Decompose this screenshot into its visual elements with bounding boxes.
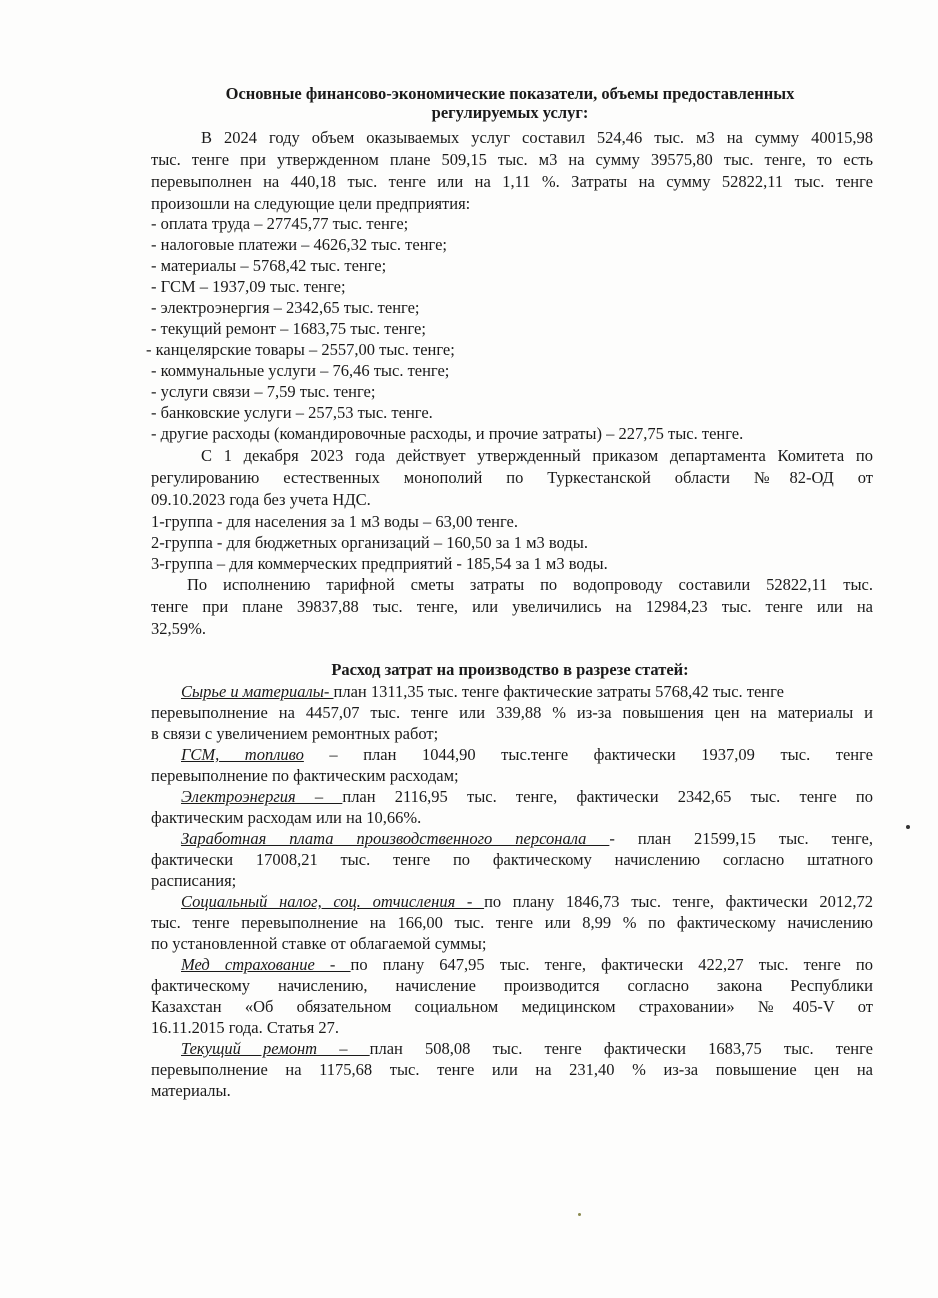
expense-item: - услуги связи – 7,59 тыс. тенге; <box>151 382 376 401</box>
paragraph-line: фактическим расходам или на 10,66%. <box>151 808 422 827</box>
paragraph-line: Казахстан «Об обязательном социальном медицинском страховании» №405-V от <box>151 997 873 1016</box>
paragraph-line: 32,59%. <box>151 619 206 638</box>
expense-item: - налоговые платежи – 4626,32 тыс. тенге; <box>151 235 448 254</box>
paragraph-line: тыс. тенге при утвержденном плане 509,15 тыс. м3 на сумму 39575,80 тыс. тенге, то есть <box>151 150 873 169</box>
item-label: Социальный налог, соц. отчисления - <box>181 892 485 911</box>
expense-item: - ГСМ – 1937,09 тыс. тенге; <box>151 277 346 296</box>
paragraph-line: фактически 17008,21 тыс. тенге по фактическому начислению согласно штатного <box>151 850 873 869</box>
expense-item: - банковские услуги – 257,53 тыс. тенге. <box>151 403 433 422</box>
item-label: Заработная плата производственного персонала <box>181 829 610 848</box>
item-repair-line-1: Текущий ремонт – план 508,08 тыс. тенге фактически 1683,75 тыс. тенге <box>181 1039 873 1058</box>
paragraph-line: 16.11.2015 года. Статья 27. <box>151 1018 340 1037</box>
paragraph-line: регулированию естественных монополий по Туркестанской области №82-ОД от <box>151 468 873 487</box>
paragraph-line: перевыполнение на 4457,07 тыс. тенге или 339,88 % из-за повышения цен на материалы и <box>151 703 873 722</box>
paragraph-line: фактическому начислению, начисление производится согласно закона Республики <box>151 976 873 995</box>
item-label: Сырье и материалы- <box>181 682 334 701</box>
paragraph-line: перевыполнен на 440,18 тыс. тенге или на 1,11 %. Затраты на сумму 52822,11 тыс. тенге <box>151 172 873 191</box>
tariff-group: 3-группа – для коммерческих предприятий - 185,54 за 1 м3 воды. <box>151 554 608 573</box>
expense-item: - канцелярские товары – 2557,00 тыс. тенге; <box>146 340 455 359</box>
paragraph-line: расписания; <box>151 871 237 890</box>
scan-speck <box>578 1213 581 1216</box>
paragraph-line: в связи с увеличением ремонтных работ; <box>151 724 439 743</box>
expense-item: - материалы – 5768,42 тыс. тенге; <box>151 256 387 275</box>
paragraph-line: перевыполнение по фактическим расходам; <box>151 766 459 785</box>
expense-item: - коммунальные услуги – 76,46 тыс. тенге; <box>151 361 450 380</box>
expense-item: - другие расходы (командировочные расходы, и прочие затраты) – 227,75 тыс. тенге. <box>151 424 744 443</box>
paragraph-line: произошли на следующие цели предприятия: <box>151 194 471 213</box>
section-title: Расход затрат на производство в разрезе статей: <box>331 660 689 679</box>
section-title-line-1: Основные финансово-экономические показатели, объемы предоставленных <box>225 84 795 103</box>
paragraph-line: В 2024 году объем оказываемых услуг составил 524,46 тыс. м3 на сумму 40015,98 <box>201 128 873 147</box>
expense-item: - электроэнергия – 2342,65 тыс. тенге; <box>151 298 420 317</box>
item-raw-line-1: Сырье и материалы- план 1311,35 тыс. тенге фактические затраты 5768,42 тыс. тенге <box>181 682 785 701</box>
item-salary-line-1: Заработная плата производственного персонала - план 21599,15 тыс. тенге, <box>181 829 873 848</box>
section-title <box>150 84 870 122</box>
paragraph-line: По исполнению тарифной сметы затраты по водопроводу составили 52822,11 тыс. <box>187 575 873 594</box>
item-label: Электроэнергия – <box>181 787 343 806</box>
expense-item: - оплата труда – 27745,77 тыс. тенге; <box>151 214 409 233</box>
tariff-group: 2-группа - для бюджетных организаций – 160,50 за 1 м3 воды. <box>151 533 588 552</box>
item-social-line-1: Социальный налог, соц. отчисления - по плану 1846,73 тыс. тенге, фактически 2012,72 <box>181 892 873 911</box>
section-title-line-2: регулируемых услуг: <box>431 103 589 122</box>
scan-speck <box>906 825 910 829</box>
paragraph-line: тыс. тенге перевыполнение на 166,00 тыс. тенге или 8,99 % по фактическому начислению <box>151 913 873 932</box>
paragraph-line: перевыполнение на 1175,68 тыс. тенге или на 231,40 % из-за повышение цен на <box>151 1060 873 1079</box>
expense-item: - текущий ремонт – 1683,75 тыс. тенге; <box>151 319 426 338</box>
item-fuel-line-1: ГСМ, топливо – план 1044,90 тыс.тенге фактически 1937,09 тыс. тенге <box>181 745 873 764</box>
item-label: ГСМ, топливо <box>181 745 304 764</box>
paragraph-line: по установленной ставке от облагаемой суммы; <box>151 934 487 953</box>
item-label: Мед страхование - <box>181 955 351 974</box>
item-power-line-1: Электроэнергия – план 2116,95 тыс. тенге, фактически 2342,65 тыс. тенге по <box>181 787 873 806</box>
item-label: Текущий ремонт – <box>181 1039 370 1058</box>
paragraph-line: материалы. <box>151 1081 231 1100</box>
tariff-group: 1-группа - для населения за 1 м3 воды – 63,00 тенге. <box>151 512 519 531</box>
paragraph-line: тенге при плане 39837,88 тыс. тенге, или увеличились на 12984,23 тыс. тенге или на <box>151 597 873 616</box>
paragraph-line: С 1 декабря 2023 года действует утвержденный приказом департамента Комитета по <box>201 446 873 465</box>
item-med-line-1: Мед страхование - по плану 647,95 тыс. тенге, фактически 422,27 тыс. тенге по <box>181 955 873 974</box>
paragraph-line: 09.10.2023 года без учета НДС. <box>151 490 371 509</box>
